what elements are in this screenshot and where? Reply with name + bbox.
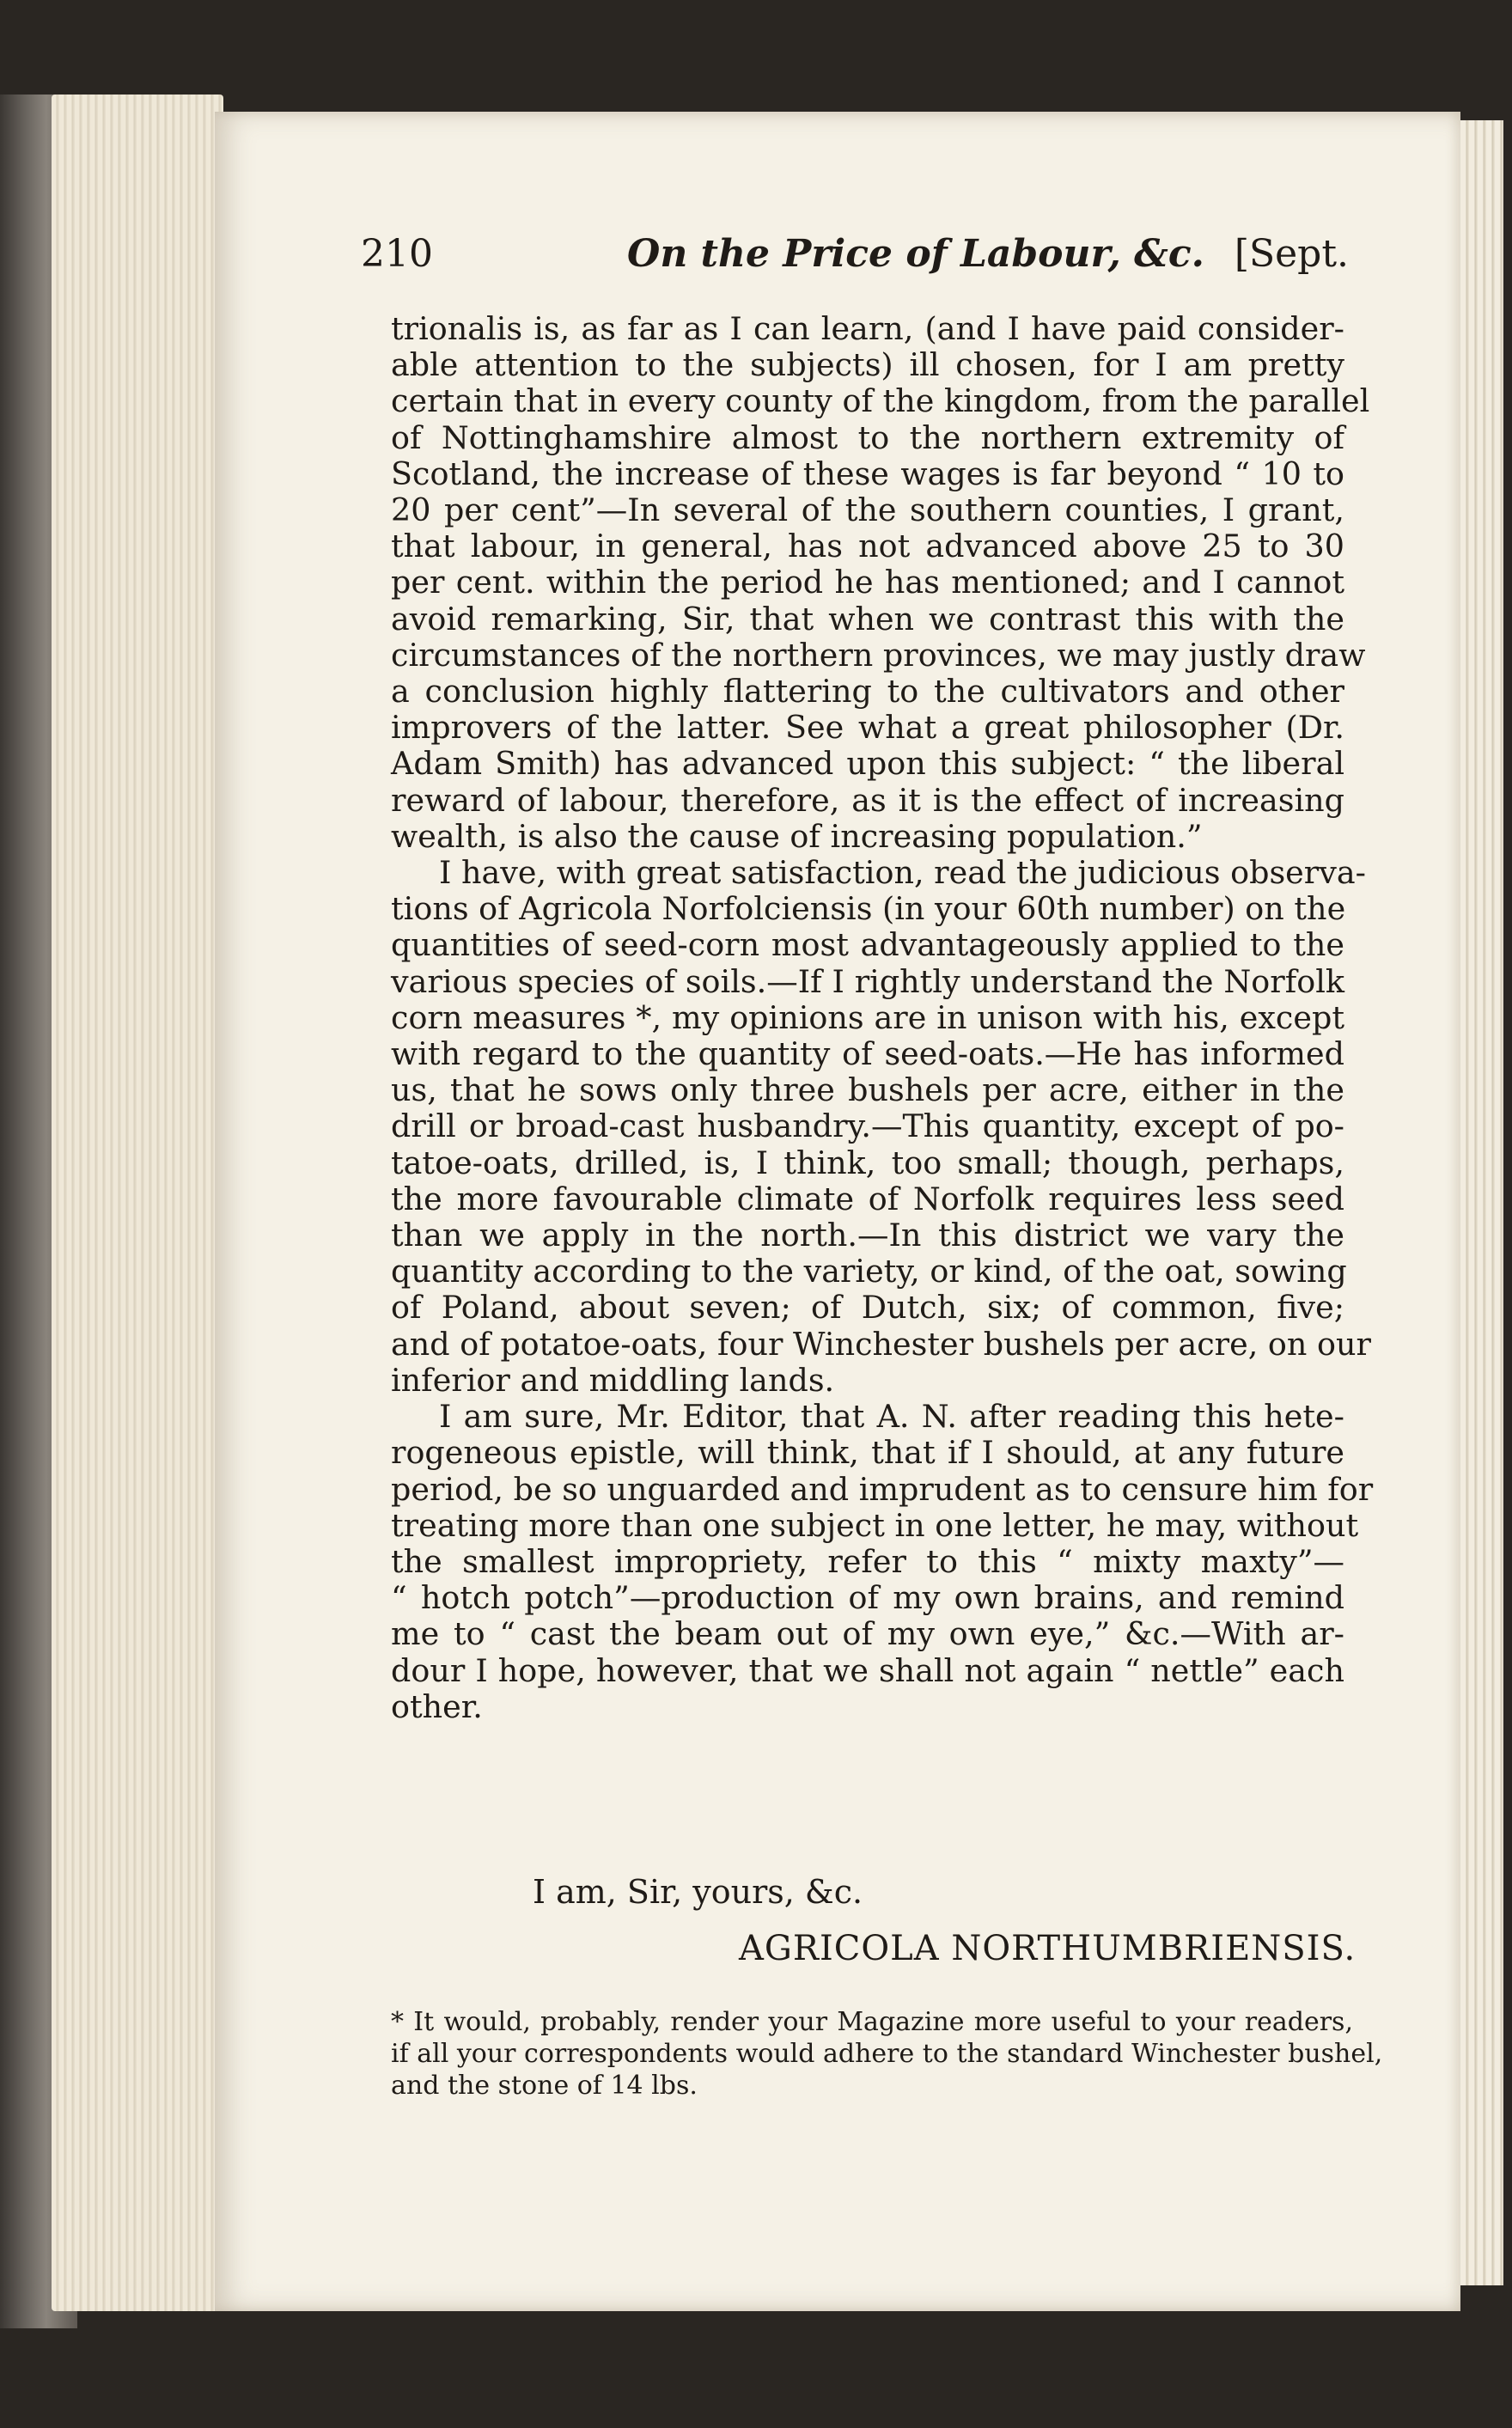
text-line: various species of soils.—If I rightly understand the Norfolk <box>391 962 1344 1000</box>
text-line: a conclusion highly flattering to the cultivators and other <box>391 673 1344 711</box>
text-line: wealth, is also the cause of increasing population.” <box>391 817 1203 855</box>
footnote-line: * It would, probably, render your Magazine more useful to your readers, <box>391 2007 1353 2037</box>
footnote-line: and the stone of 14 lbs. <box>391 2071 698 2101</box>
header-month: [Sept. <box>1234 232 1349 276</box>
text-line: with regard to the quantity of seed-oats.—He has informed <box>391 1035 1344 1073</box>
text-line: us, that he sows only three bushels per acre, either in the <box>391 1071 1344 1109</box>
left-page-stack <box>52 95 223 2311</box>
text-line: treating more than one subject in one letter, he may, without <box>391 1506 1359 1544</box>
text-line: me to “ cast the beam out of my own eye,” &c.—With ar- <box>391 1615 1344 1653</box>
footnote <box>391 2006 1383 2102</box>
text-line: tatoe-oats, drilled, is, I think, too small; though, perhaps, <box>391 1144 1344 1181</box>
text-line: I am sure, Mr. Editor, that A. N. after reading this hete- <box>439 1398 1344 1436</box>
text-line: tions of Agricola Norfolciensis (in your 60th number) on the <box>391 890 1346 928</box>
text-line: circumstances of the northern provinces, we may justly draw <box>391 636 1366 674</box>
text-line: inferior and middling lands. <box>391 1361 835 1399</box>
page-number: 210 <box>361 232 433 276</box>
text-line: of Poland, about seven; of Dutch, six; of common, five; <box>391 1289 1344 1327</box>
running-title: On the Price of Labour, &c. <box>627 232 1204 276</box>
text-line: improvers of the latter. See what a great philosopher (Dr. <box>391 709 1344 747</box>
text-line: able attention to the subjects) ill chosen, for I am pretty <box>391 346 1344 384</box>
text-line: Scotland, the increase of these wages is far beyond “ 10 to <box>391 454 1344 492</box>
text-line: and of potatoe-oats, four Winchester bushels per acre, on our <box>391 1325 1371 1363</box>
text-line: 20 per cent”—In several of the southern counties, I grant, <box>391 491 1344 529</box>
text-line: “ hotch potch”—production of my own brains, and remind <box>391 1579 1344 1617</box>
text-line: Adam Smith) has advanced upon this subject: “ the liberal <box>391 745 1344 783</box>
letter-signature: AGRICOLA NORTHUMBRIENSIS. <box>739 1929 1357 1968</box>
text-line: the more favourable climate of Norfolk requires less seed <box>391 1180 1344 1217</box>
text-line: the smallest impropriety, refer to this “ mixty maxty”— <box>391 1542 1344 1580</box>
footnote-line: if all your correspondents would adhere to the standard Winchester bushel, <box>391 2039 1383 2069</box>
text-line: other. <box>391 1687 483 1725</box>
text-line: quantity according to the variety, or kind, of the oat, sowing <box>391 1253 1347 1290</box>
text-line: reward of labour, therefore, as it is the effect of increasing <box>391 781 1344 819</box>
body-text <box>391 310 1374 1725</box>
text-line: dour I hope, however, that we shall not again “ nettle” each <box>391 1651 1344 1689</box>
text-line: of Nottinghamshire almost to the northern extremity of <box>391 418 1344 456</box>
text-line: I have, with great satisfaction, read the judicious observa- <box>439 854 1366 892</box>
text-line: per cent. within the period he has mentioned; and I cannot <box>391 564 1344 601</box>
text-line: that labour, in general, has not advanced above 25 to 30 <box>391 528 1344 565</box>
text-line: drill or broad-cast husbandry.—This quantity, except of po- <box>391 1107 1344 1145</box>
book-page <box>215 112 1460 2311</box>
text-line: period, be so unguarded and imprudent as to censure him for <box>391 1470 1374 1508</box>
text-line: quantities of seed-corn most advantageously applied to the <box>391 926 1344 964</box>
letter-closing: I am, Sir, yours, &c. <box>533 1873 863 1911</box>
text-line: certain that in every county of the kingdom, from the parallel <box>391 382 1370 420</box>
text-line: avoid remarking, Sir, that when we contrast this with the <box>391 600 1344 638</box>
text-line: trionalis is, as far as I can learn, (and I have paid consider- <box>391 310 1344 347</box>
running-header <box>361 232 1349 284</box>
text-line: corn measures *, my opinions are in unison with his, except <box>391 998 1344 1036</box>
text-line: than we apply in the north.—In this district we vary the <box>391 1217 1344 1254</box>
text-line: rogeneous epistle, will think, that if I should, at any future <box>391 1434 1344 1472</box>
